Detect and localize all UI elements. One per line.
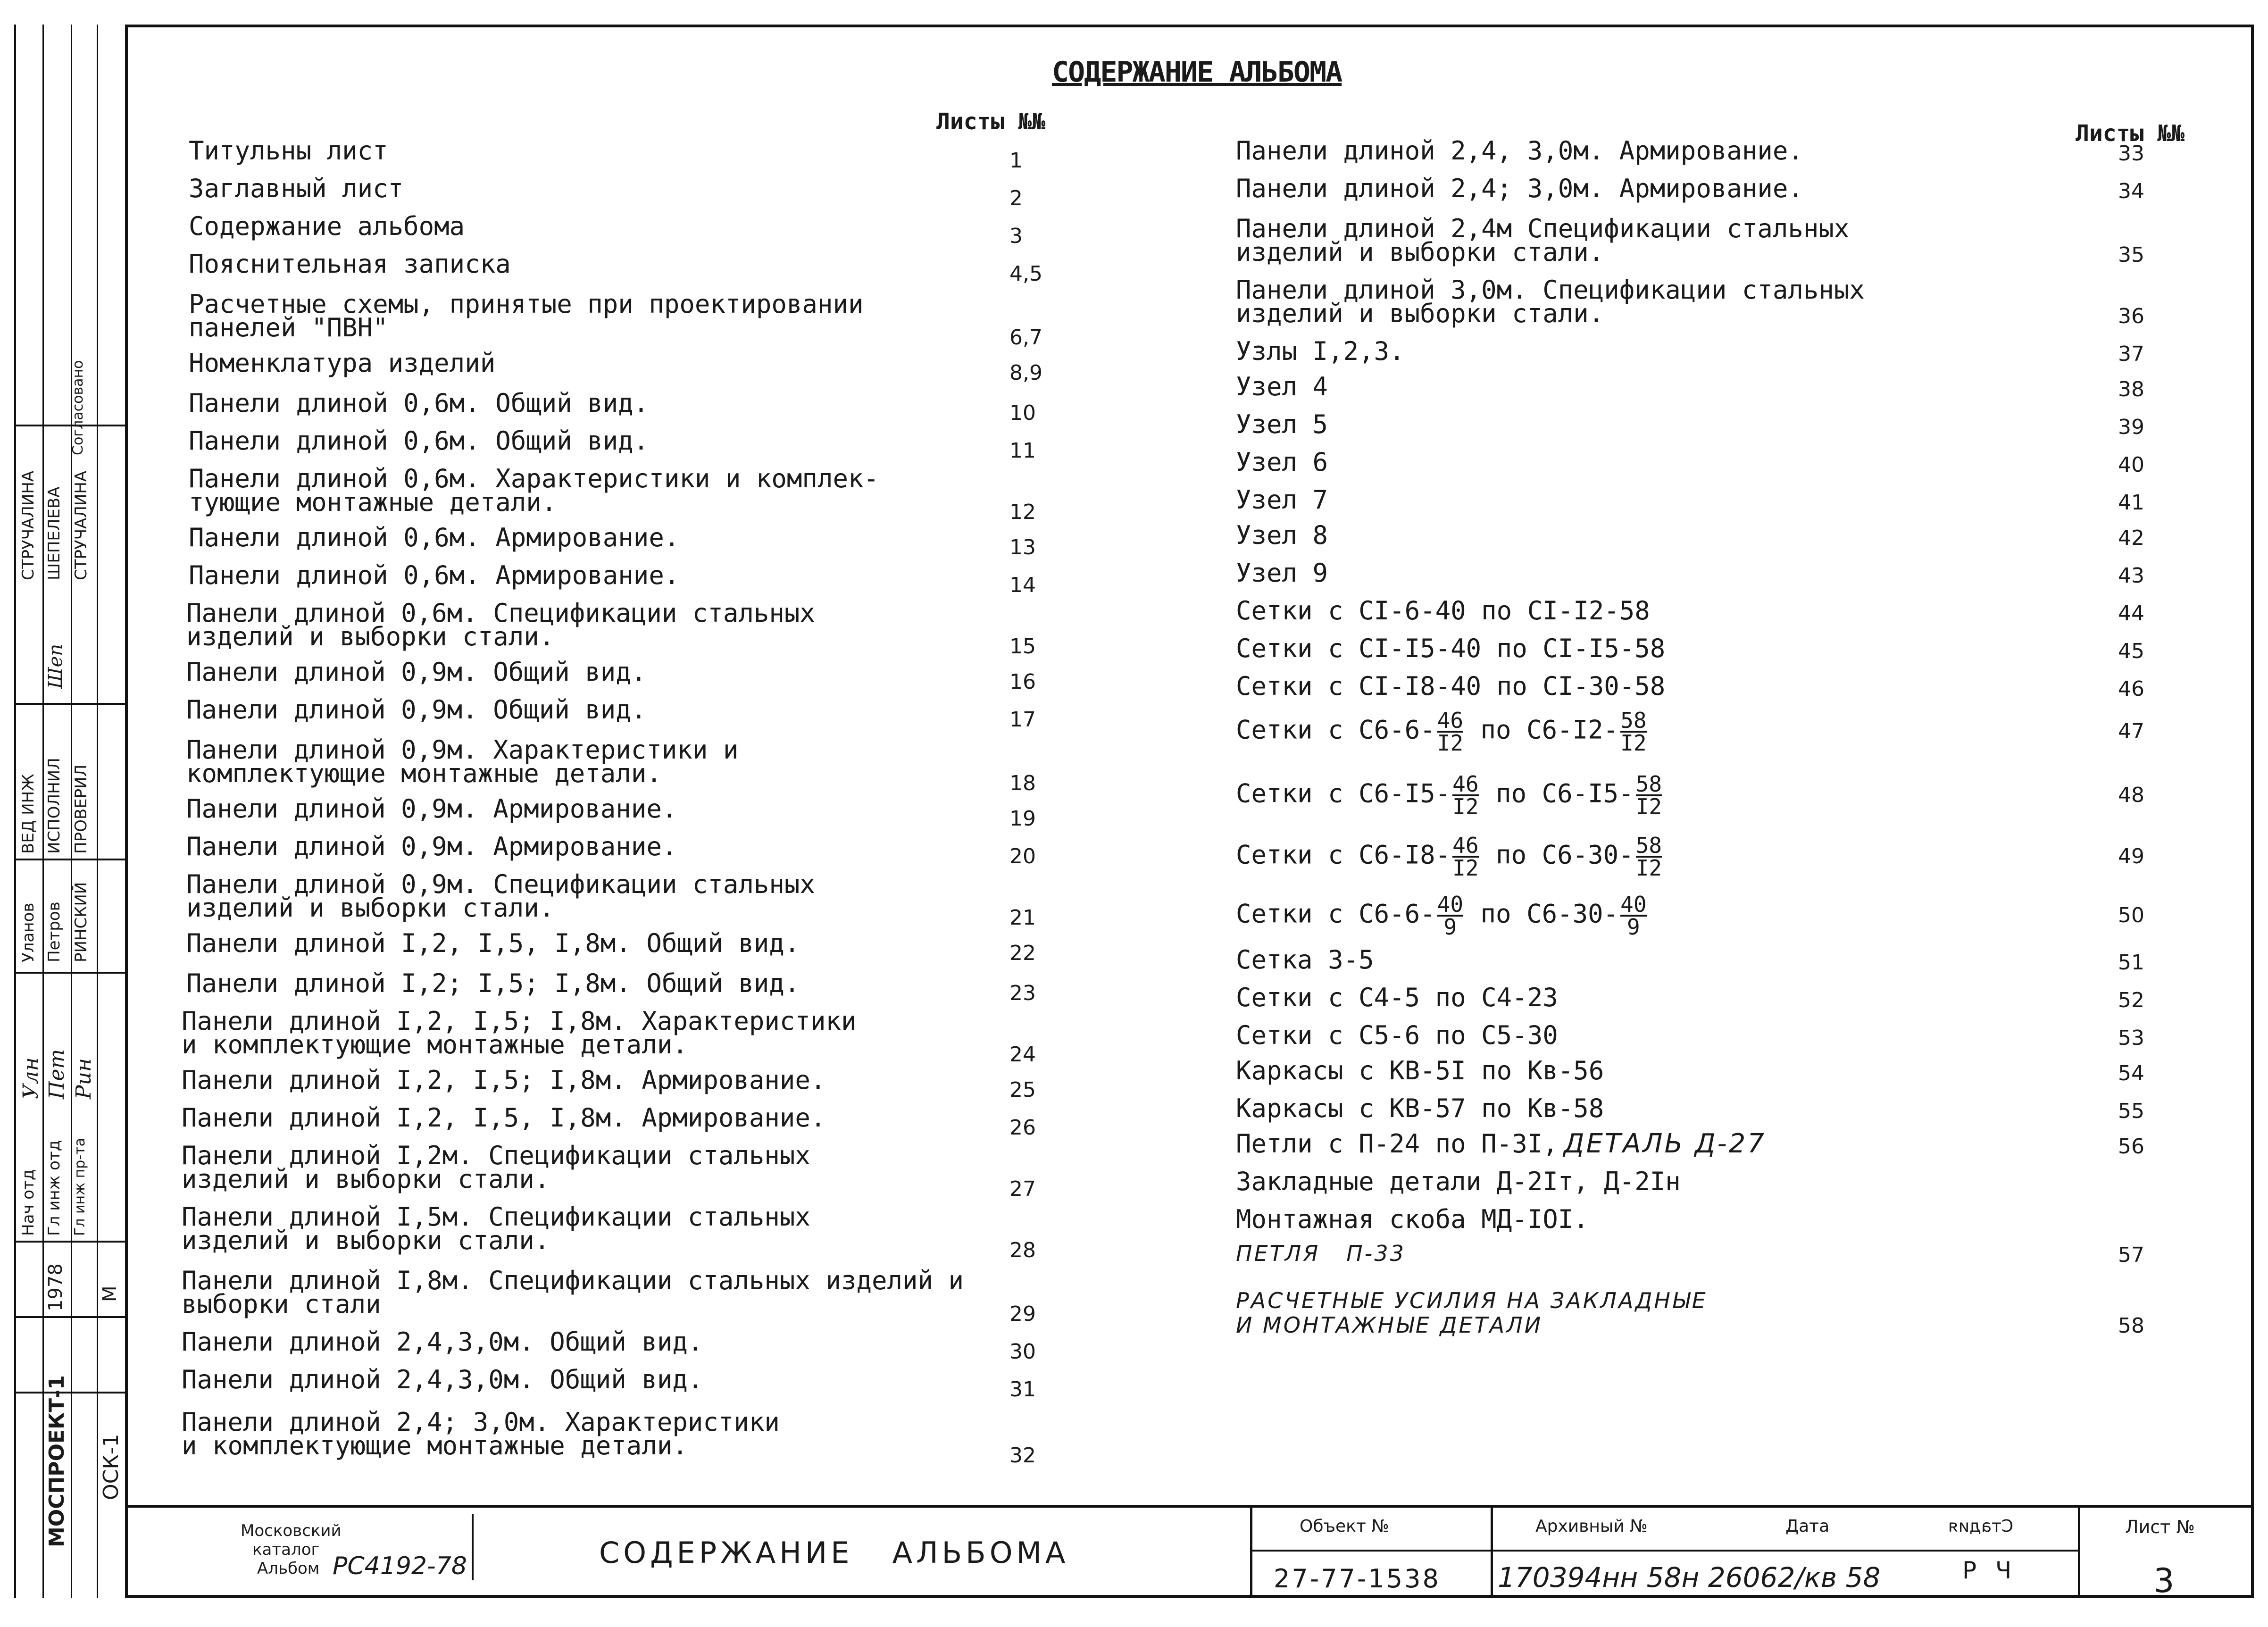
sheet-number: 6,7 <box>1009 325 1042 350</box>
name2-2: Петров <box>45 901 64 962</box>
sheet-number: 58 <box>2118 1314 2144 1338</box>
signature: Рин <box>72 1058 96 1099</box>
sheet-number: 1 <box>1009 149 1023 173</box>
sheet-number: 50 <box>2118 903 2144 927</box>
handwritten-text: ПЕТЛЯ П-33 <box>1236 1241 1406 1266</box>
entry-part: I2 <box>1452 855 1479 881</box>
strip-line <box>42 25 44 1598</box>
sheet-number: 34 <box>2118 179 2144 203</box>
contents-entry: Титульны лист <box>189 136 388 166</box>
contents-entry: Панели длиной I,2, I,5, I,8м. Армирование. <box>182 1103 826 1133</box>
name2-3: РИНСКИЙ <box>72 882 91 962</box>
sheet-number: 53 <box>2118 1026 2144 1050</box>
contents-entry <box>1236 136 1803 166</box>
sheet-number: 19 <box>1009 807 1036 831</box>
strip-line <box>14 1392 127 1393</box>
contents-entry: Номенклатура изделий <box>189 348 496 378</box>
entry-part: 9 <box>1443 914 1457 940</box>
fraction <box>1437 892 1464 940</box>
contents-entry <box>1236 447 1328 477</box>
sheet-number: 47 <box>2118 719 2144 743</box>
contents-entry <box>1236 336 1405 366</box>
sheet-number: 27 <box>1009 1177 1036 1201</box>
contents-entry: Панели длиной 2,4,3,0м. Общий вид. <box>182 1365 703 1394</box>
contents-entry <box>1236 214 1850 267</box>
entry-text: Каркасы с КВ-57 по Кв-58 <box>1236 1093 1604 1123</box>
sheet-number: 25 <box>1009 1078 1036 1102</box>
sheet-number: 13 <box>1009 535 1036 559</box>
strip-line <box>14 859 127 860</box>
contents-entry <box>1236 671 1666 701</box>
sheet-number: 14 <box>1009 573 1036 597</box>
sheet-number: 24 <box>1009 1043 1036 1067</box>
sheet-number: 36 <box>2118 304 2144 328</box>
sheet-number: 28 <box>1009 1238 1036 1262</box>
entry-text: Сетки с С4-5 по С4-23 <box>1236 983 1558 1012</box>
contents-entry: Расчетные схемы, принятые при проектировании панелей "ПВН" <box>189 289 864 342</box>
sheet-number: 42 <box>2118 526 2144 550</box>
contents-entry <box>1236 409 1328 439</box>
sheet-number: 40 <box>2118 453 2144 477</box>
sheet-number: 18 <box>1009 771 1036 795</box>
role2-3: Гл инж пр-та <box>72 1137 88 1236</box>
fraction <box>1452 771 1479 819</box>
sheet-number: 16 <box>1009 670 1036 694</box>
entry-text: Панели длиной 2,4м Спецификации стальных изделий и выборки стали. <box>1236 214 1850 267</box>
stamp-doc-title: СОДЕРЖАНИЕ АЛЬБОМА <box>599 1535 1069 1570</box>
fraction <box>1620 892 1647 940</box>
sheet-number: 31 <box>1009 1377 1036 1402</box>
fraction <box>1452 833 1479 881</box>
contents-entry: Панели длиной 0,6м. Армирование. <box>189 523 680 552</box>
contents-entry <box>1236 1241 1406 1265</box>
contents-entry: Панели длиной 0,9м. Армирование. <box>186 832 677 861</box>
stamp-divider <box>2078 1507 2080 1597</box>
fraction <box>1437 708 1464 756</box>
entry-part: 58 <box>1620 708 1647 733</box>
entry-text: Панели длиной 3,0м. Спецификации стальных изделий и выборки стали. <box>1236 275 1865 328</box>
sheet-number: 30 <box>1009 1340 1036 1364</box>
contents-entry <box>1236 1020 1558 1050</box>
contents-entry <box>1236 558 1328 588</box>
sheet-number: 4,5 <box>1009 262 1042 286</box>
contents-entry <box>1236 596 1650 626</box>
entry-text: Узел 7 <box>1236 485 1328 515</box>
sheet-number: 46 <box>2118 677 2144 701</box>
sheet-number: 41 <box>2118 491 2144 515</box>
contents-entry <box>1236 892 1649 940</box>
agreed-label: Согласовано <box>70 360 86 455</box>
signature: Шеп <box>45 643 67 689</box>
sheet-number: 22 <box>1009 941 1036 965</box>
entry-part: 46 <box>1437 708 1464 733</box>
sheet-number: 38 <box>2118 377 2144 401</box>
dept-name: ОСК-1 <box>99 1434 123 1500</box>
strip-m: М <box>99 1285 121 1302</box>
name2-1: Уланов <box>19 902 38 962</box>
contents-entry: Панели длиной 0,9м. Общий вид. <box>186 695 647 725</box>
sheet-number: 43 <box>2118 564 2144 588</box>
name-3: СТРУЧАЛИНА <box>72 470 91 580</box>
entry-text: Петли с П-24 по П-3I, <box>1236 1129 1558 1159</box>
entry-part: по С6-30- <box>1465 899 1619 929</box>
entry-text: Панели длиной 2,4, 3,0м. Армирование. <box>1236 136 1803 166</box>
entry-part: 40 <box>1620 892 1647 917</box>
stage-label: Стадия <box>1948 1517 2014 1536</box>
entry-part: по С6-I5- <box>1480 778 1634 809</box>
sheet-number: 11 <box>1009 439 1036 463</box>
entry-text: Каркасы с КВ-5I по Кв-56 <box>1236 1056 1604 1085</box>
entry-text: Сетки с СI-I5-40 по СI-I5-58 <box>1236 634 1666 663</box>
entry-part: по С6-30- <box>1480 840 1634 870</box>
contents-entry: Панели длиной 2,4; 3,0м. Характеристики и комплектующие монтажные детали. <box>182 1407 780 1460</box>
contents-entry: Панели длиной I,2, I,5; I,8м. Армирование. <box>182 1065 826 1095</box>
contents-entry: Панели длиной 0,6м. Общий вид. <box>189 426 649 456</box>
sheet-number: 54 <box>2118 1061 2144 1085</box>
sheet-number: 45 <box>2118 639 2144 663</box>
sheet-number: 33 <box>2118 142 2144 166</box>
contents-entry <box>1236 174 1803 203</box>
role-3: ПРОВЕРИЛ <box>72 764 91 854</box>
contents-entry: Заглавный лист <box>189 174 404 203</box>
sheet-number: 20 <box>1009 844 1036 868</box>
entry-text: Узлы I,2,3. <box>1236 336 1405 366</box>
entry-part: 46 <box>1452 833 1479 858</box>
entry-part: I2 <box>1437 730 1464 756</box>
archive-label: Архивный № <box>1535 1517 1648 1536</box>
sheet-number: 26 <box>1009 1116 1036 1140</box>
sheet-number: 29 <box>1009 1302 1036 1326</box>
contents-entry <box>1236 833 1664 881</box>
contents-entry <box>1236 1167 1681 1196</box>
contents-entry: Пояснительная записка <box>189 249 511 279</box>
entry-part: I2 <box>1635 794 1662 819</box>
contents-entry: Панели длиной 2,4,3,0м. Общий вид. <box>182 1327 703 1357</box>
sheet-number: 17 <box>1009 708 1036 732</box>
entry-part: Сетки с С6-I8- <box>1236 840 1451 870</box>
contents-entry: Содержание альбома <box>189 211 465 241</box>
contents-entry: Панели длиной I,2; I,5; I,8м. Общий вид. <box>186 968 800 998</box>
entry-text: Узел 8 <box>1236 520 1328 550</box>
object-label: Объект № <box>1300 1517 1389 1536</box>
strip-line <box>14 1316 127 1318</box>
sheet-number: 12 <box>1009 500 1036 524</box>
fraction <box>1635 771 1662 819</box>
handwritten-text: РАСЧЕТНЫЕ УСИЛИЯ НА ЗАКЛАДНЫЕ И МОНТАЖНЫЕ ДЕТАЛИ <box>1236 1288 1708 1338</box>
entry-part: I2 <box>1635 855 1662 881</box>
contents-entry <box>1236 983 1558 1012</box>
entry-part: по С6-I2- <box>1465 715 1619 745</box>
sheet-number: 15 <box>1009 634 1036 659</box>
catalog-line-2: каталог <box>252 1540 320 1559</box>
contents-entry: Панели длиной I,5м. Спецификации стальных изделий и выборки стали. <box>182 1202 810 1255</box>
contents-entry: Панели длиной 0,9м. Общий вид. <box>186 657 647 687</box>
fraction <box>1635 833 1662 881</box>
contents-entry: Панели длиной 0,6м. Армирование. <box>189 560 680 590</box>
entry-part: 9 <box>1626 914 1640 940</box>
entry-text: Узел 4 <box>1236 372 1328 401</box>
sheet-number: 51 <box>2118 951 2144 975</box>
sheet-number: 3 <box>1009 224 1023 248</box>
entry-part: 46 <box>1452 771 1479 797</box>
contents-entry <box>1236 771 1664 819</box>
sheet-number: 35 <box>2118 243 2144 267</box>
contents-entry <box>1236 275 1865 328</box>
contents-entry: Панели длиной 0,9м. Характеристики и комплектующие монтажные детали. <box>186 735 739 788</box>
album-code: РС4192-78 <box>333 1552 467 1580</box>
contents-entry <box>1236 945 1374 975</box>
contents-entry <box>1236 1128 1766 1159</box>
contents-entry: Панели длиной I,2м. Спецификации стальных изделий и выборки стали. <box>182 1141 810 1194</box>
entry-text: Сетки с СI-I8-40 по СI-30-58 <box>1236 671 1666 701</box>
column-header-left: Листы №№ <box>936 108 1046 135</box>
sheet-number: 52 <box>2118 988 2144 1012</box>
entry-part: Сетки с С6-I5- <box>1236 778 1451 809</box>
name-2: ШЕПЕЛЕВА <box>45 486 64 580</box>
entry-text: Закладные детали Д-2Iт, Д-2Iн <box>1236 1167 1681 1196</box>
strip-line <box>14 1241 127 1243</box>
sheet-number: 55 <box>2118 1099 2144 1123</box>
contents-entry: Панели длиной 0,9м. Спецификации стальных изделий и выборки стали. <box>186 869 815 923</box>
signature: Улн <box>19 1057 43 1099</box>
sheet-number: 32 <box>1009 1443 1036 1468</box>
contents-entry <box>1236 485 1328 515</box>
contents-entry: Панели длиной I,8м. Спецификации стальных изделий и выборки стали <box>182 1266 964 1319</box>
sheet-number: 37 <box>2118 342 2144 366</box>
sheet-label: Лист № <box>2125 1517 2195 1537</box>
org-name: МОСПРОЕКТ-1 <box>45 1375 69 1547</box>
sheet-number: 8,9 <box>1009 361 1042 385</box>
name-1: СТРУЧАЛИНА <box>19 470 38 580</box>
entry-text: Панели длиной 2,4; 3,0м. Армирование. <box>1236 174 1803 203</box>
stamp-top-line <box>126 1505 2253 1508</box>
contents-entry: Панели длиной 0,6м. Характеристики и комплек- тующие монтажные детали. <box>189 464 879 517</box>
catalog-line-1: Московский <box>241 1521 342 1540</box>
entry-text: Сетка 3-5 <box>1236 945 1374 975</box>
sheet-number: 56 <box>2118 1135 2144 1159</box>
catalog-line-3: Альбом <box>257 1559 320 1578</box>
contents-entry <box>1236 1093 1604 1123</box>
role2-1: Нач отд <box>19 1169 38 1236</box>
contents-entry: Панели длиной 0,6м. Общий вид. <box>189 388 649 418</box>
entry-part: 58 <box>1635 833 1662 858</box>
fraction <box>1620 708 1647 756</box>
entry-text: Сетки с С5-6 по С5-30 <box>1236 1020 1558 1050</box>
stage-value: Р Ч <box>1962 1557 2018 1584</box>
contents-entry <box>1236 1056 1604 1085</box>
sheet-number: 2 <box>1009 186 1023 210</box>
contents-entry <box>1236 708 1649 756</box>
sheet-number: 44 <box>2118 601 2144 626</box>
sheet-number: 21 <box>1009 906 1036 930</box>
contents-entry <box>1236 634 1666 663</box>
strip-line <box>14 972 127 974</box>
entry-part: I2 <box>1452 794 1479 819</box>
entry-text: Монтажная скоба МД-IOI. <box>1236 1204 1589 1234</box>
contents-entry: Панели длиной I,2, I,5; I,8м. Характеристики и комплектующие монтажные детали. <box>182 1006 857 1060</box>
stamp-divider <box>1491 1507 1493 1597</box>
entry-text: Сетки с СI-6-40 по СI-I2-58 <box>1236 596 1650 626</box>
page-title: СОДЕРЖАНИЕ АЛЬБОМА <box>1052 56 1342 89</box>
sheet-number: 39 <box>2118 415 2144 439</box>
entry-part: Сетки с С6-6- <box>1236 715 1435 745</box>
column-header-right: Листы №№ <box>2076 120 2185 147</box>
strip-line <box>97 25 98 1598</box>
entry-part: Сетки с С6-6- <box>1236 899 1435 929</box>
handwritten-text: ДЕТАЛЬ Д-27 <box>1563 1128 1766 1159</box>
stamp-mid-line <box>1252 1550 2078 1552</box>
sheet-value: 3 <box>2153 1561 2175 1600</box>
date-label: Дата <box>1785 1517 1830 1536</box>
sheet-number: 48 <box>2118 783 2144 807</box>
contents-entry: Панели длиной I,2, I,5, I,8м. Общий вид. <box>186 928 800 958</box>
strip-line <box>14 703 127 705</box>
role-2: ИСПОЛНИЛ <box>45 758 64 854</box>
entry-text: Узел 9 <box>1236 558 1328 588</box>
object-value: 27-77-1538 <box>1274 1564 1441 1594</box>
contents-entry <box>1236 1288 1708 1337</box>
strip-line <box>14 25 16 1598</box>
entry-part: 58 <box>1635 771 1662 797</box>
year: 1978 <box>45 1263 67 1311</box>
entry-part: I2 <box>1620 730 1647 756</box>
contents-entry <box>1236 520 1328 550</box>
sheet-number: 49 <box>2118 844 2144 868</box>
sheet-number: 23 <box>1009 981 1036 1005</box>
archive-value: 170394нн 58н 26062/кв 58 <box>1498 1561 1881 1594</box>
role2-2: Гл инж отд <box>45 1140 64 1236</box>
sheet-number: 10 <box>1009 401 1036 425</box>
contents-entry <box>1236 372 1328 401</box>
signature: Пет <box>45 1049 69 1099</box>
sheet-number: 57 <box>2118 1243 2144 1267</box>
contents-entry: Панели длиной 0,6м. Спецификации стальных изделий и выборки стали. <box>186 598 815 651</box>
stamp-divider <box>1250 1507 1252 1597</box>
contents-entry: Панели длиной 0,9м. Армирование. <box>186 794 677 824</box>
stamp-divider <box>472 1514 474 1580</box>
contents-entry <box>1236 1204 1589 1234</box>
role-1: ВЕД ИНЖ <box>19 774 38 854</box>
entry-text: Узел 5 <box>1236 409 1328 439</box>
entry-part: 40 <box>1437 892 1464 917</box>
entry-text: Узел 6 <box>1236 447 1328 477</box>
